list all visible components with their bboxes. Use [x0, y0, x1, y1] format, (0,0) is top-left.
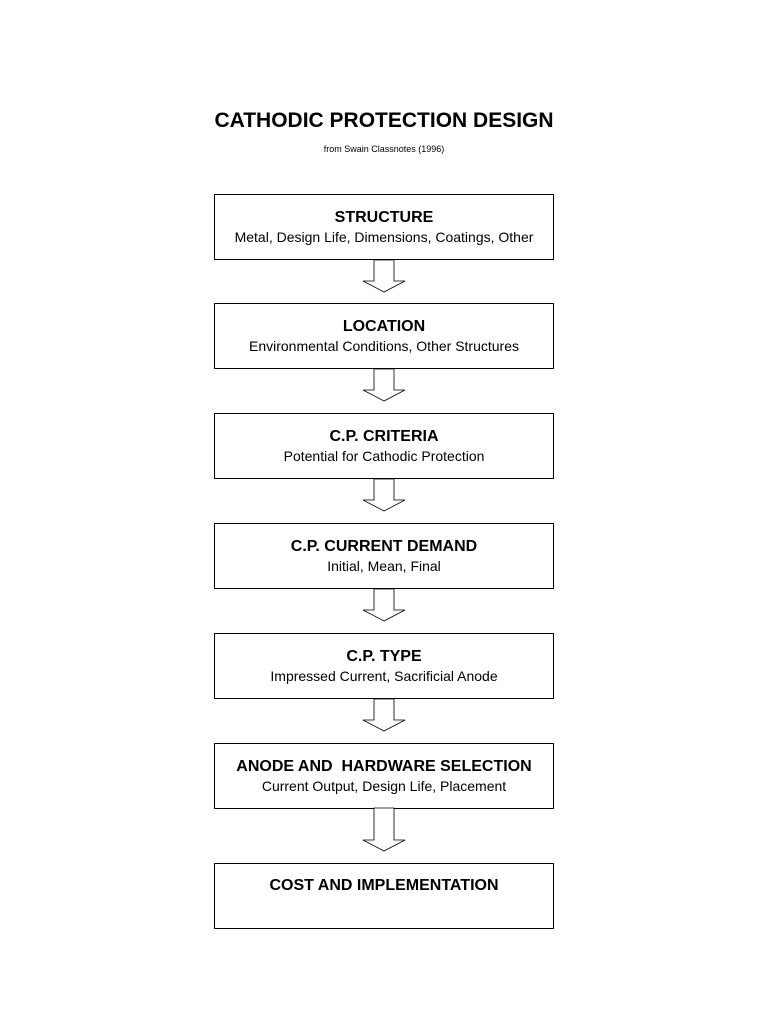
- step-title: C.P. CURRENT DEMAND: [290, 538, 478, 555]
- step-cp-current-demand-box: [214, 523, 554, 589]
- step-title: ANODE AND HARDWARE SELECTION: [236, 758, 532, 775]
- step-description: Metal, Design Life, Dimensions, Coatings, Other: [234, 229, 534, 245]
- down-arrow-icon: [361, 589, 407, 622]
- down-arrow-icon: [361, 479, 407, 512]
- down-arrow-icon: [361, 699, 407, 732]
- step-structure-box: [214, 194, 554, 260]
- step-title: C.P. CRITERIA: [329, 428, 439, 445]
- step-title: LOCATION: [342, 318, 426, 335]
- step-cp-type-box: [214, 633, 554, 699]
- step-description: Potential for Cathodic Protection: [283, 448, 485, 464]
- step-description: Initial, Mean, Final: [327, 558, 441, 574]
- step-description: Environmental Conditions, Other Structures: [248, 338, 519, 354]
- down-arrow-icon: [361, 369, 407, 402]
- page-subtitle: from Swain Classnotes (1996): [323, 144, 445, 154]
- step-cost-implementation-box: [214, 863, 554, 929]
- step-cp-criteria-box: [214, 413, 554, 479]
- step-title: STRUCTURE: [334, 209, 434, 226]
- page-title: CATHODIC PROTECTION DESIGN: [214, 109, 554, 132]
- step-title: C.P. TYPE: [346, 648, 422, 665]
- down-arrow-icon: [361, 260, 407, 293]
- step-title: COST AND IMPLEMENTATION: [269, 877, 499, 894]
- step-location-box: [214, 303, 554, 369]
- step-description: Impressed Current, Sacrificial Anode: [270, 668, 498, 684]
- down-arrow-icon: [361, 808, 407, 852]
- step-description: Current Output, Design Life, Placement: [261, 778, 507, 794]
- step-anode-hardware-selection-box: [214, 743, 554, 809]
